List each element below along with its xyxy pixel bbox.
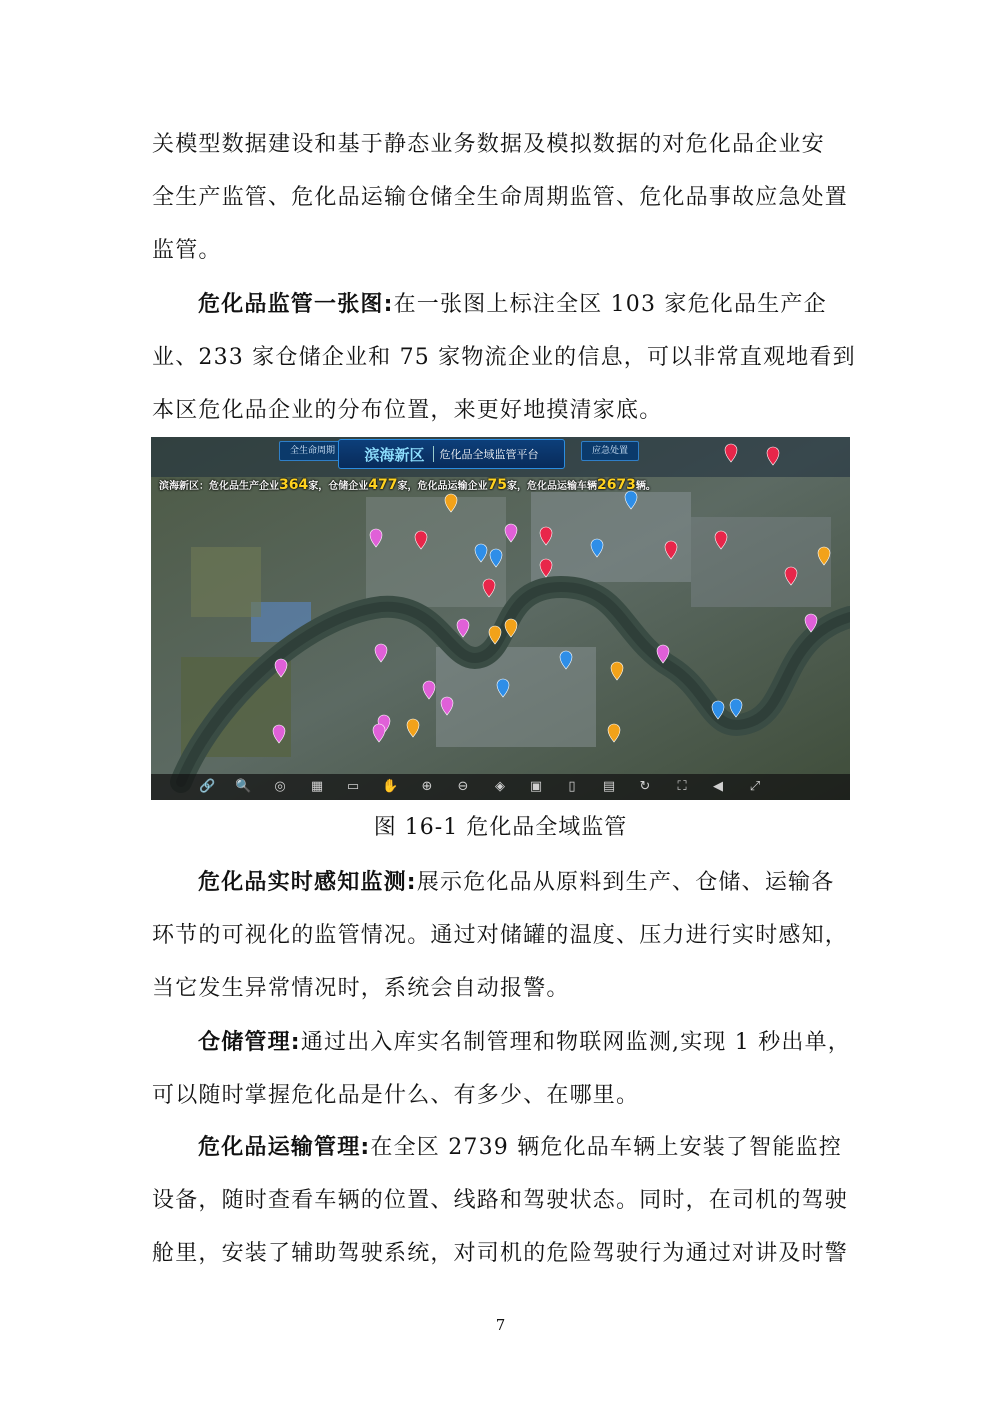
fullscreen-icon[interactable]: ⛶ xyxy=(677,779,687,794)
sound-icon[interactable]: ◀ xyxy=(713,779,723,794)
text-line: 舱里，安装了辅助驾驶系统，对司机的危险驾驶行为通过对讲及时警 xyxy=(152,1241,849,1266)
stats-banner xyxy=(159,477,656,493)
search-icon[interactable]: 🔍 xyxy=(235,779,252,794)
expand-icon[interactable]: ⤢ xyxy=(749,779,761,794)
zoom-out-icon[interactable]: ⊖ xyxy=(457,779,469,794)
tab-emergency[interactable]: 应急处置 xyxy=(581,441,639,461)
platform-header xyxy=(338,439,565,469)
page-number: 7 xyxy=(495,1316,506,1334)
stat-vehicles: 2673 xyxy=(596,477,636,493)
camera-icon[interactable]: ▣ xyxy=(529,779,543,794)
book-icon[interactable]: ▤ xyxy=(602,779,616,794)
paragraph-heading: 危化品运输管理: xyxy=(198,1135,371,1160)
text-line xyxy=(152,1121,850,1174)
stat-transport: 75 xyxy=(487,477,507,493)
text-line: 关模型数据建设和基于静态业务数据及模拟数据的对危化品企业安 xyxy=(152,132,825,157)
figure-caption: 图 16-1 危化品全域监管 xyxy=(373,815,628,840)
paragraph-5 xyxy=(152,1121,850,1280)
stats-text: 家，仓储企业 xyxy=(308,481,369,492)
text-line: 监管。 xyxy=(152,238,222,263)
locate-icon[interactable]: ◎ xyxy=(274,779,286,794)
text-line xyxy=(152,856,850,909)
stat-storage: 477 xyxy=(368,477,398,493)
header-title: 危化品全域监管平台 xyxy=(439,448,539,461)
text-fragment: 通过出入库实名制管理和物联网监测,实现 1 秒出单， xyxy=(300,1030,851,1055)
text-line: 可以随时掌握危化品是什么、有多少、在哪里。 xyxy=(152,1083,640,1108)
ruler-icon[interactable]: ▭ xyxy=(346,779,360,794)
text-line: 本区危化品企业的分布位置，来更好地摸清家底。 xyxy=(152,398,663,423)
3d-icon[interactable]: ◈ xyxy=(495,779,505,794)
paragraph-2 xyxy=(152,278,856,437)
zoom-in-icon[interactable]: ⊕ xyxy=(421,779,433,794)
text-line xyxy=(152,278,850,331)
tab-lifecycle[interactable]: 全生命周期 xyxy=(279,441,346,461)
map-figure xyxy=(151,437,850,800)
text-fragment: 在一张图上标注全区 103 家危化品生产企 xyxy=(393,292,827,317)
paragraph-heading: 危化品实时感知监测: xyxy=(198,870,417,895)
paragraph-heading: 危化品监管一张图: xyxy=(198,292,394,317)
map-toolbar xyxy=(151,774,850,800)
hand-icon[interactable]: ✋ xyxy=(382,779,399,794)
text-line: 设备，随时查看车辆的位置、线路和驾驶状态。同时，在司机的驾驶 xyxy=(152,1188,849,1213)
stats-text: 家，危化品运输车辆 xyxy=(506,481,597,492)
text-fragment: 在全区 2739 辆危化品车辆上安装了智能监控 xyxy=(370,1135,842,1160)
text-line: 业、233 家仓储企业和 75 家物流企业的信息，可以非常直观地看到 xyxy=(152,345,856,370)
text-fragment: 展示危化品从原料到生产、仓储、运输各 xyxy=(416,870,835,895)
paragraph-4 xyxy=(152,1016,850,1122)
text-line: 环节的可视化的监管情况。通过对储罐的温度、压力进行实时感知， xyxy=(152,923,849,948)
door-icon[interactable]: ▯ xyxy=(568,779,576,794)
stat-production: 364 xyxy=(279,477,309,493)
refresh-icon[interactable]: ↻ xyxy=(639,779,651,794)
text-line: 当它发生异常情况时，系统会自动报警。 xyxy=(152,976,570,1001)
header-divider xyxy=(433,446,434,462)
text-line: 全生产监管、危化品运输仓储全生命周期监管、危化品事故应急处置 xyxy=(152,185,849,210)
text-line xyxy=(152,1016,850,1069)
paragraph-1 xyxy=(152,118,850,277)
layers-icon[interactable]: ▦ xyxy=(310,779,324,794)
stats-text: 辆。 xyxy=(635,481,656,492)
paragraph-3 xyxy=(152,856,850,1015)
header-region: 滨海新区 xyxy=(364,445,425,464)
paragraph-heading: 仓储管理: xyxy=(198,1030,301,1055)
stats-text: 滨海新区：危化品生产企业 xyxy=(159,481,279,492)
stats-text: 家，危化品运输企业 xyxy=(397,481,488,492)
link-icon[interactable]: 🔗 xyxy=(199,779,216,794)
